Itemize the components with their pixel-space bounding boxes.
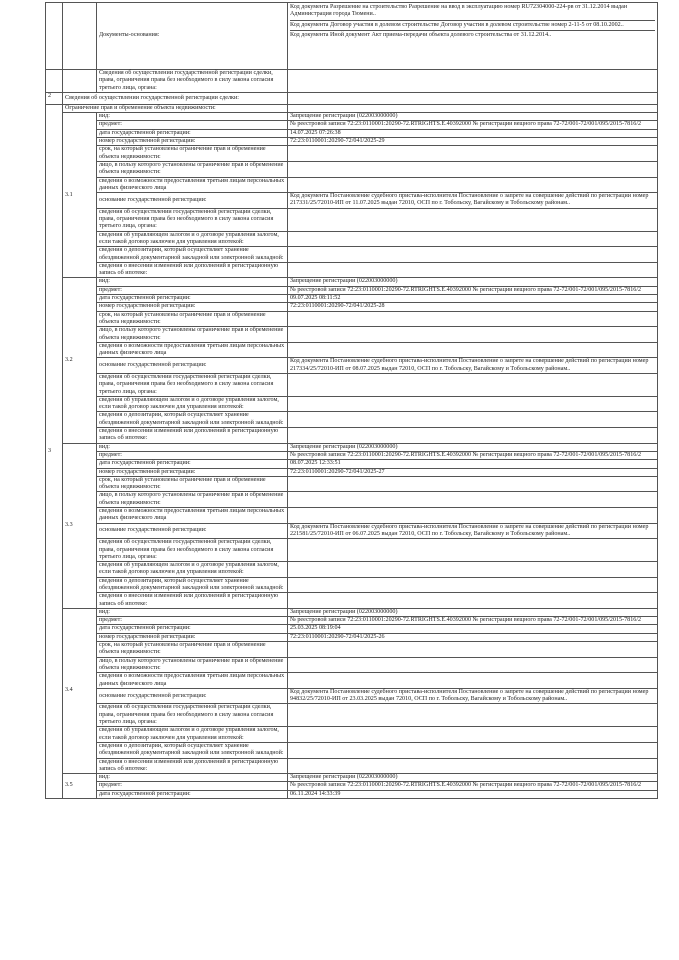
third-party-row [46,70,658,93]
field-label: сведения об управляющем залогом и о договоре управления залогом, если такой договор заключен для управления ипотекой: [97,727,288,743]
field-value: Запрещение регистрации (022003000000) [288,608,658,616]
encumbrance-row [46,396,658,412]
encumbrance-row [46,468,658,476]
encumbrance-row [46,295,658,303]
encumbrance-row [46,247,658,263]
field-value: 14.07.2025 07:26:38 [288,129,658,137]
encumbrance-row [46,451,658,459]
field-value: № реестровой записи 72:23:0110001:20290-72.RTRIGHTS.E.40392000 № регистрации вещного права 72-72/001-72/001/095/2015-7816/2 [288,782,658,790]
encumbrance-row [46,704,658,727]
section-3-header-row [46,104,658,112]
field-label: лицо, в пользу которого установлены ограничение прав и обременение объекта недвижимости: [97,161,288,177]
field-label: вид: [97,278,288,286]
field-value [288,428,658,444]
encumbrance-row [46,476,658,492]
encumbrance-row [46,262,658,278]
field-value [288,562,658,578]
encumbrance-row [46,642,658,658]
encumbrance-row [46,758,658,774]
encumbrance-row [46,742,658,758]
field-label: сведения о внесении изменений или дополнений в регистрационную запись об ипотеке: [97,758,288,774]
field-label: вид: [97,774,288,782]
encumbrance-row [46,617,658,625]
encumbrance-row [46,523,658,539]
section-2-number: 2 [46,92,63,104]
field-value [288,476,658,492]
entry-number: 3.3 [63,443,97,608]
field-label: сведения о депозитарии, который осуществляет хранение обездвиженной документарной закладной или электронной закладной: [97,577,288,593]
field-label: срок, на который установлены ограничение прав и обременение объекта недвижимости: [97,476,288,492]
field-value: Запрещение регистрации (022003000000) [288,774,658,782]
field-value [288,177,658,193]
encumbrance-row [46,373,658,396]
field-label: сведения о возможности предоставления третьим лицам персональных данных физического лица [97,673,288,689]
entry-number: 3.5 [63,774,97,799]
field-value [288,577,658,593]
field-value [288,327,658,343]
field-label: предмет: [97,782,288,790]
field-value [288,262,658,278]
encumbrance-row [46,161,658,177]
field-value [288,208,658,231]
field-label: дата государственной регистрации: [97,295,288,303]
field-label: сведения о депозитарии, который осуществляет хранение обездвиженной документарной закладной или электронной закладной: [97,412,288,428]
field-label: срок, на который установлены ограничение прав и обременение объекта недвижимости: [97,311,288,327]
field-label: срок, на который установлены ограничение прав и обременение объекта недвижимости: [97,642,288,658]
field-label: основание государственной регистрации: [97,688,288,704]
encumbrance-row [46,688,658,704]
field-label: сведения о внесении изменений или дополнений в регистрационную запись об ипотеке: [97,428,288,444]
encumbrance-row [46,774,658,782]
encumbrance-row [46,428,658,444]
field-value [288,642,658,658]
field-label: сведения об управляющем залогом и о договоре управления залогом, если такой договор заключен для управления ипотекой: [97,562,288,578]
field-value: 72:23:0110001:20290-72/041/2025-29 [288,138,658,146]
field-value [288,758,658,774]
field-label: дата государственной регистрации: [97,129,288,137]
encumbrance-row [46,790,658,798]
encumbrance-row [46,562,658,578]
field-value [288,146,658,162]
document-item: Код документа Договор участия в долевом строительстве Договор участия в долевом строительстве номер 2-11-5 от 08.10.2002.. [290,21,655,31]
section-2-row [46,92,658,104]
encumbrance-row [46,593,658,609]
encumbrance-row [46,492,658,508]
field-value: № реестровой записи 72:23:0110001:20290-72.RTRIGHTS.E.40392000 № регистрации вещного права 72-72/001-72/001/095/2015-7816/2 [288,451,658,459]
field-value: Код документа Постановление судебного пристава-исполнителя Постановление о запрете на совершение действий по регистрации номер 217334/25/72010-ИП от 08.07.2025 выдан 72010, ОСП по г. Тобольску, Вагайскому и Тобольскому районам.. [288,358,658,374]
encumbrance-row [46,625,658,633]
field-value: Код документа Постановление судебного пристава-исполнителя Постановление о запрете на совершение действий по регистрации номер 94832/25/72010-ИП от 23.03.2025 выдан 72010, ОСП по г. Тобольску, Вагайскому и Тобольскому районам.. [288,688,658,704]
documents-label: Документы-основания: [97,3,288,70]
document-item: Код документа Разрешение на строительство Разрешение на ввод в эксплуатацию номер RU72304000-224-рв от 31.12.2014 выдан Администрация города Тюмени.. [290,3,655,21]
field-label: дата государственной регистрации: [97,460,288,468]
field-value: № реестровой записи 72:23:0110001:20290-72.RTRIGHTS.E.40392000 № регистрации вещного права 72-72/001-72/001/095/2015-7816/2 [288,286,658,294]
field-value [288,492,658,508]
section-3-label: Ограничение прав и обременение объекта недвижимости: [63,104,288,112]
field-value [288,673,658,689]
encumbrance-row [46,673,658,689]
field-value: Запрещение регистрации (022003000000) [288,278,658,286]
field-value [288,539,658,562]
encumbrance-row [46,358,658,374]
field-value [288,412,658,428]
field-label: основание государственной регистрации: [97,358,288,374]
field-label: вид: [97,608,288,616]
section-2-label: Сведения об осуществлении государственной регистрации сделки: [63,92,288,104]
field-label: сведения о депозитарии, который осуществляет хранение обездвиженной документарной закладной или электронной закладной: [97,247,288,263]
documents-row [46,3,658,70]
field-label: сведения об осуществлении государственной регистрации сделки, права, ограничения права без необходимого в силу закона согласия третьего лица, органа: [97,208,288,231]
field-value: 72:23:0110001:20290-72/041/2025-26 [288,633,658,641]
field-value: Код документа Постановление судебного пристава-исполнителя Постановление о запрете на совершение действий по регистрации номер 217331/25/72010-ИП от 11.07.2025 выдан 72010, ОСП по г. Тобольску, Вагайскому и Тобольскому районам.. [288,193,658,209]
encumbrance-row [46,138,658,146]
encumbrance-row [46,412,658,428]
field-value [288,508,658,524]
field-label: вид: [97,113,288,121]
field-value [288,704,658,727]
field-label: предмет: [97,451,288,459]
encumbrance-row [46,146,658,162]
encumbrance-row [46,121,658,129]
encumbrance-row [46,327,658,343]
encumbrance-row [46,113,658,121]
encumbrance-row [46,177,658,193]
field-label: номер государственной регистрации: [97,468,288,476]
field-value [288,657,658,673]
field-label: сведения об осуществлении государственной регистрации сделки, права, ограничения права без необходимого в силу закона согласия третьего лица, органа: [97,704,288,727]
encumbrance-row [46,193,658,209]
field-label: основание государственной регистрации: [97,523,288,539]
field-value [288,742,658,758]
field-label: дата государственной регистрации: [97,625,288,633]
field-label: номер государственной регистрации: [97,138,288,146]
field-label: предмет: [97,617,288,625]
field-label: лицо, в пользу которого установлены ограничение прав и обременение объекта недвижимости: [97,327,288,343]
encumbrance-row [46,311,658,327]
encumbrance-row [46,208,658,231]
entry-number: 3.1 [63,113,97,278]
field-label: сведения об управляющем залогом и о договоре управления залогом, если такой договор заключен для управления ипотекой: [97,231,288,247]
encumbrance-row [46,342,658,358]
field-label: номер государственной регистрации: [97,633,288,641]
encumbrance-row [46,286,658,294]
field-label: сведения о возможности предоставления третьим лицам персональных данных физического лица [97,177,288,193]
document-item: Код документа Иной документ Акт приема-передачи объекта долевого строительства от 31.12.2014.. [290,31,552,38]
field-label: дата государственной регистрации: [97,790,288,798]
field-value: Запрещение регистрации (022003000000) [288,443,658,451]
field-value [288,396,658,412]
section-2-value [288,92,658,104]
field-label: сведения о возможности предоставления третьим лицам персональных данных физического лица [97,508,288,524]
field-value: № реестровой записи 72:23:0110001:20290-72.RTRIGHTS.E.40392000 № регистрации вещного права 72-72/001-72/001/095/2015-7816/2 [288,121,658,129]
field-value: 72:23:0110001:20290-72/041/2025-27 [288,468,658,476]
field-value [288,247,658,263]
field-value: Код документа Постановление судебного пристава-исполнителя Постановление о запрете на совершение действий по регистрации номер 221581/25/72010-ИП от 06.07.2025 выдан 72010, ОСП по г. Тобольску, Вагайскому и Тобольскому районам.. [288,523,658,539]
field-label: сведения о внесении изменений или дополнений в регистрационную запись об ипотеке: [97,262,288,278]
field-value [288,231,658,247]
encumbrance-row [46,443,658,451]
field-value [288,727,658,743]
encumbrance-row [46,608,658,616]
field-value [288,311,658,327]
field-value [288,373,658,396]
encumbrance-row [46,460,658,468]
field-value: 09.07.2025 08:11:52 [288,295,658,303]
encumbrance-row [46,657,658,673]
field-value: 25.03.2025 08:19:04 [288,625,658,633]
field-label: сведения о депозитарии, который осуществляет хранение обездвиженной документарной закладной или электронной закладной: [97,742,288,758]
section-3-value [288,104,658,112]
encumbrance-row [46,539,658,562]
field-value [288,593,658,609]
field-value: № реестровой записи 72:23:0110001:20290-72.RTRIGHTS.E.40392000 № регистрации вещного права 72-72/001-72/001/095/2015-7816/2 [288,617,658,625]
field-label: вид: [97,443,288,451]
field-value: 08.07.2025 12:33:51 [288,460,658,468]
field-label: лицо, в пользу которого установлены ограничение прав и обременение объекта недвижимости: [97,657,288,673]
field-label: сведения об осуществлении государственной регистрации сделки, права, ограничения права без необходимого в силу закона согласия третьего лица, органа: [97,373,288,396]
encumbrance-row [46,278,658,286]
field-value [288,161,658,177]
field-label: основание государственной регистрации: [97,193,288,209]
field-value: Запрещение регистрации (022003000000) [288,113,658,121]
encumbrance-row [46,577,658,593]
documents-value [288,3,658,70]
encumbrance-row [46,129,658,137]
field-label: сведения о внесении изменений или дополнений в регистрационную запись об ипотеке: [97,593,288,609]
encumbrance-row [46,782,658,790]
field-label: сведения об управляющем залогом и о договоре управления залогом, если такой договор заключен для управления ипотекой: [97,396,288,412]
encumbrance-row [46,633,658,641]
field-label: срок, на который установлены ограничение прав и обременение объекта недвижимости: [97,146,288,162]
encumbrance-row [46,727,658,743]
field-label: предмет: [97,286,288,294]
entry-number: 3.2 [63,278,97,443]
encumbrance-row [46,303,658,311]
field-label: сведения о возможности предоставления третьим лицам персональных данных физического лица [97,342,288,358]
field-value: 06.11.2024 14:33:39 [288,790,658,798]
field-label: лицо, в пользу которого установлены ограничение прав и обременение объекта недвижимости: [97,492,288,508]
entry-number: 3.4 [63,608,97,773]
encumbrance-row [46,508,658,524]
egrn-extract-table [45,2,658,799]
field-label: сведения об осуществлении государственной регистрации сделки, права, ограничения права без необходимого в силу закона согласия третьего лица, органа: [97,539,288,562]
third-party-label: Сведения об осуществлении государственной регистрации сделки, права, ограничения права без необходимого в силу закона согласия третьего лица, органа: [97,70,288,93]
field-value [288,342,658,358]
third-party-value [288,70,658,93]
field-label: номер государственной регистрации: [97,303,288,311]
field-label: предмет: [97,121,288,129]
encumbrance-row [46,231,658,247]
field-value: 72:23:0110001:20290-72/041/2025-28 [288,303,658,311]
section-3-number: 3 [46,104,63,798]
